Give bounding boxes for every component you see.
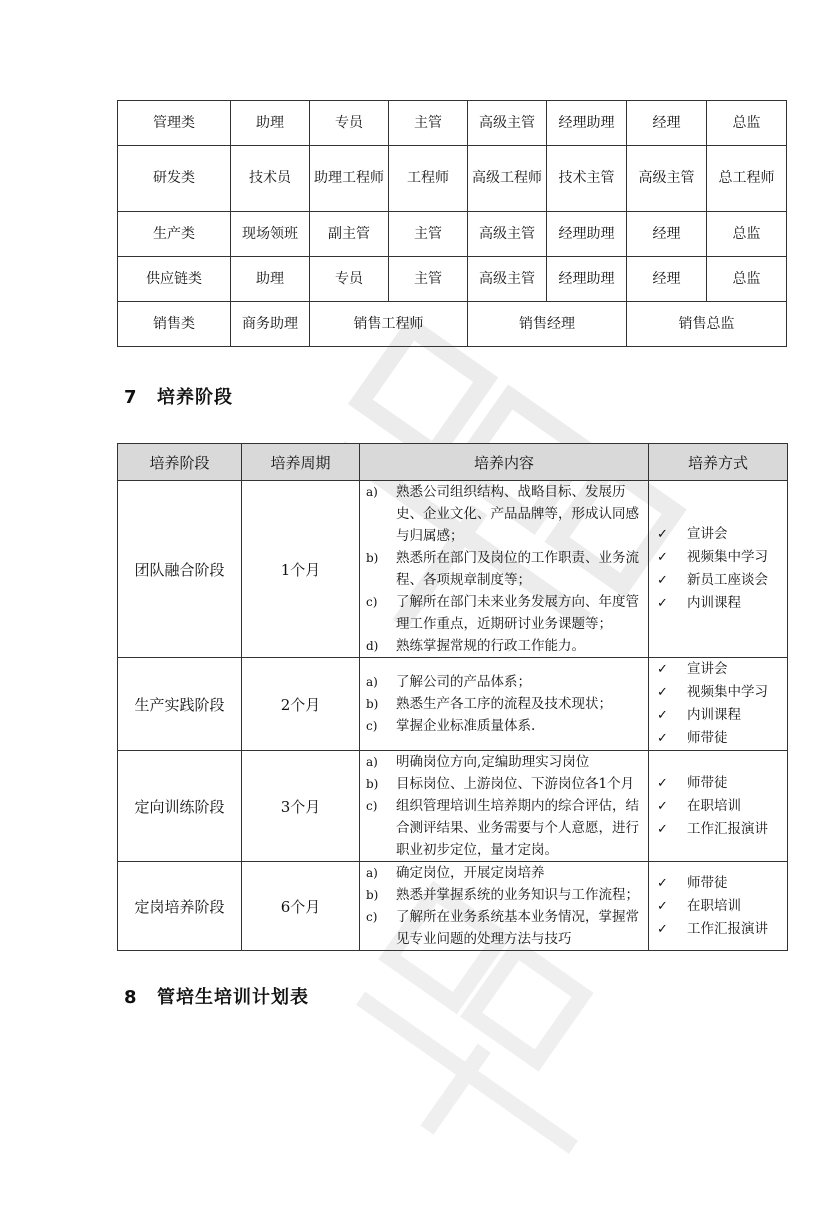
stage-methods [649,751,788,862]
section-7-heading [124,383,233,409]
check-icon: ✓ [657,708,668,723]
method-item: ✓ 师带徒 [657,727,787,750]
stage-content [360,481,649,658]
content-item: c) 掌握企业标准质量体系. [366,718,536,734]
track-level: 经理 [627,212,707,257]
method-item: ✓ 视频集中学习 [657,546,787,569]
header-content: 培养内容 [360,444,649,481]
method-item: ✓ 在职培训 [657,895,787,918]
stage-content [360,751,649,862]
track-level: 销售总监 [627,302,787,347]
track-level: 总监 [707,257,787,302]
method-item: ✓ 工作汇报演讲 [657,818,787,841]
stage-content [360,862,649,951]
content-item: a) 明确岗位方向,定编助理实习岗位 [366,754,590,770]
section-number: 8 [124,987,138,1008]
check-icon: ✓ [657,550,668,565]
check-icon: ✓ [657,821,668,837]
track-level: 销售工程师 [310,302,468,347]
stage-table-header [118,444,788,481]
content-item: c) 了解所在部门未来业务发展方向、年度管理工作重点，近期研讨业务课题等； [366,594,639,632]
check-icon: ✓ [657,731,668,746]
check-icon: ✓ [657,573,668,588]
track-level: 主管 [389,101,468,146]
content-item: b) 熟悉生产各工序的流程及技术现状； [366,696,612,712]
track-row-sales [118,302,787,347]
content-item: d) 熟练掌握常规的行政工作能力。 [366,638,585,654]
career-track-table [117,100,787,347]
track-level: 销售经理 [468,302,627,347]
content-item: a) 了解公司的产品体系； [366,674,531,690]
stage-name: 定岗培养阶段 [118,862,242,951]
stage-methods [649,862,788,951]
track-level: 副主管 [310,212,389,257]
header-period: 培养周期 [242,444,360,481]
stage-name: 团队融合阶段 [118,481,242,658]
content-item: c) 了解所在业务系统基本业务情况，掌握常见专业问题的处理方法与技巧 [366,909,639,947]
method-item: ✓ 师带徒 [657,772,787,795]
section-title-text: 管培生培训计划表 [157,987,309,1008]
header-stage: 培养阶段 [118,444,242,481]
stage-content [360,658,649,751]
track-category: 管理类 [118,101,231,146]
section-number: 7 [124,387,138,408]
track-level: 总监 [707,101,787,146]
method-item: ✓ 新员工座谈会 [657,569,787,592]
track-level: 专员 [310,257,389,302]
check-icon: ✓ [657,527,668,542]
track-level: 经理 [627,257,707,302]
header-method: 培养方式 [649,444,788,481]
track-category: 研发类 [118,146,231,212]
track-level: 工程师 [389,146,468,212]
track-level: 总监 [707,212,787,257]
section-8-heading [124,983,309,1009]
content-item: b) 熟悉并掌握系统的业务知识与工作流程； [366,887,639,903]
method-item: ✓ 内训课程 [657,592,787,615]
track-level: 高级主管 [468,212,547,257]
track-level: 经理 [627,101,707,146]
method-item: ✓ 视频集中学习 [657,681,787,704]
check-icon: ✓ [657,921,668,937]
track-level: 商务助理 [231,302,310,347]
check-icon: ✓ [657,775,668,791]
stage-row-placement [118,862,788,951]
track-level: 高级工程师 [468,146,547,212]
method-item: ✓ 内训课程 [657,704,787,727]
track-level: 助理 [231,257,310,302]
check-icon: ✓ [657,798,668,814]
track-level: 高级主管 [627,146,707,212]
training-stage-table [117,443,788,951]
track-level: 经理助理 [547,101,627,146]
track-level: 经理助理 [547,257,627,302]
content-item: b) 熟悉所在部门及岗位的工作职责、业务流程、各项规章制度等； [366,550,639,588]
stage-period: 1个月 [242,481,360,658]
track-category: 生产类 [118,212,231,257]
stage-methods [649,481,788,658]
track-level: 专员 [310,101,389,146]
track-level: 高级主管 [468,101,547,146]
check-icon: ✓ [657,685,668,700]
method-item: ✓ 在职培训 [657,795,787,818]
check-icon: ✓ [657,898,668,914]
check-icon: ✓ [657,596,668,611]
content-item: c) 组织管理培训生培养期内的综合评估，结合测评结果、业务需要与个人意愿，进行职业初步定位，量才定岗。 [366,798,639,858]
track-category: 供应链类 [118,257,231,302]
track-row-supply-chain [118,257,787,302]
stage-methods [649,658,788,751]
track-level: 技术主管 [547,146,627,212]
content-item: a) 熟悉公司组织结构、战略目标、发展历史、企业文化、产品品牌等，形成认同感与归属感； [366,484,639,544]
track-level: 现场领班 [231,212,310,257]
check-icon: ✓ [657,875,668,891]
track-level: 主管 [389,212,468,257]
track-row-production [118,212,787,257]
stage-period: 3个月 [242,751,360,862]
stage-row-production [118,658,788,751]
stage-name: 生产实践阶段 [118,658,242,751]
method-item: ✓ 宣讲会 [657,523,787,546]
content-item: a) 确定岗位，开展定岗培养 [366,865,545,881]
track-level: 助理 [231,101,310,146]
track-level: 经理助理 [547,212,627,257]
track-level: 总工程师 [707,146,787,212]
track-level: 高级主管 [468,257,547,302]
stage-period: 2个月 [242,658,360,751]
section-title-text: 培养阶段 [157,387,233,408]
track-category: 销售类 [118,302,231,347]
track-row-management [118,101,787,146]
method-item: ✓ 宣讲会 [657,658,787,681]
track-level: 助理工程师 [310,146,389,212]
stage-period: 6个月 [242,862,360,951]
track-level: 技术员 [231,146,310,212]
method-item: ✓ 师带徒 [657,872,787,895]
content-item: b) 目标岗位、上游岗位、下游岗位各1个月 [366,776,635,792]
stage-row-team [118,481,788,658]
method-item: ✓ 工作汇报演讲 [657,918,787,941]
stage-name: 定向训练阶段 [118,751,242,862]
stage-row-orientation [118,751,788,862]
track-row-rnd [118,146,787,212]
check-icon: ✓ [657,662,668,677]
track-level: 主管 [389,257,468,302]
